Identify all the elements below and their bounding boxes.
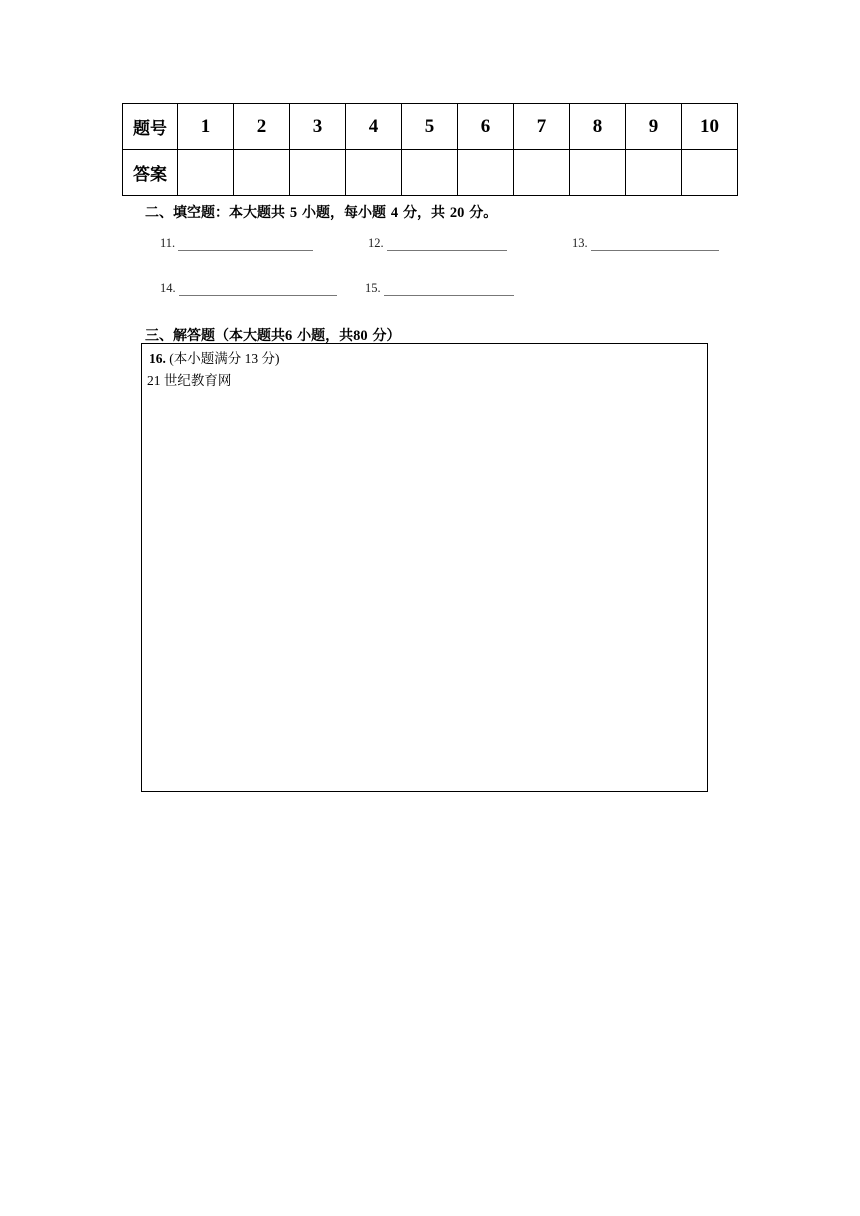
question-16-header [149,347,280,367]
question-number-cell: 9 [626,104,682,150]
blank-number: 13. [572,236,588,250]
answer-label: 答案 [123,150,178,196]
answer-table [122,103,738,196]
question-16-answer-box[interactable] [141,343,708,792]
fill-in-section-title [145,202,497,222]
question-number-label: 题号 [123,104,178,150]
answer-cell[interactable] [402,150,458,196]
blank-11 [160,236,313,251]
question-score-note: (本小题满分 13 分) [169,351,280,366]
source-text: 21 世纪教育网 [147,373,232,388]
section-title-text: 分） [372,328,401,344]
answer-cell[interactable] [290,150,346,196]
answer-cell[interactable] [514,150,570,196]
question-number-cell: 8 [570,104,626,150]
section-title-text: 小题，每小题 [302,205,386,221]
question-number-cell: 3 [290,104,346,150]
answer-cell[interactable] [178,150,234,196]
section-total: 20 [449,205,465,221]
question-number-cell: 10 [682,104,738,150]
section-title-text: 分，共 [403,205,445,221]
blank-number: 12. [368,236,384,250]
question-number-cell: 6 [458,104,514,150]
answer-line[interactable] [178,238,313,251]
section-title-text: 小题，共 [297,328,354,344]
section-title-text: 分。 [469,205,498,221]
answer-line[interactable] [387,238,507,251]
answer-cell[interactable] [570,150,626,196]
section-points: 4 [390,205,399,221]
section-title-text: 二、填空题：本大题共 [145,205,285,221]
blank-14 [160,281,337,296]
answer-cell[interactable] [458,150,514,196]
blank-15 [365,281,514,296]
question-number-cell: 5 [402,104,458,150]
answer-cell[interactable] [234,150,290,196]
blank-number: 15. [365,281,381,295]
section-count: 5 [289,205,298,221]
answer-line[interactable] [384,283,514,296]
blank-number: 14. [160,281,176,295]
section-title-text: 三、解答题（本大题共 [145,328,285,344]
section-total: 80 [353,328,368,344]
blank-number: 11. [160,236,176,250]
question-number-cell: 4 [346,104,402,150]
question-number-row [123,104,738,150]
blank-12 [368,236,507,251]
answer-cell[interactable] [626,150,682,196]
question-number-cell: 7 [514,104,570,150]
answer-cell[interactable] [682,150,738,196]
question-number-cell: 1 [178,104,234,150]
question-number-cell: 2 [234,104,290,150]
answer-row [123,150,738,196]
answer-line[interactable] [591,238,719,251]
solution-section-title [145,325,401,345]
answer-line[interactable] [179,283,337,296]
section-count: 6 [285,328,293,344]
question-number: 16. [149,351,166,366]
blank-13 [572,236,719,251]
answer-cell[interactable] [346,150,402,196]
